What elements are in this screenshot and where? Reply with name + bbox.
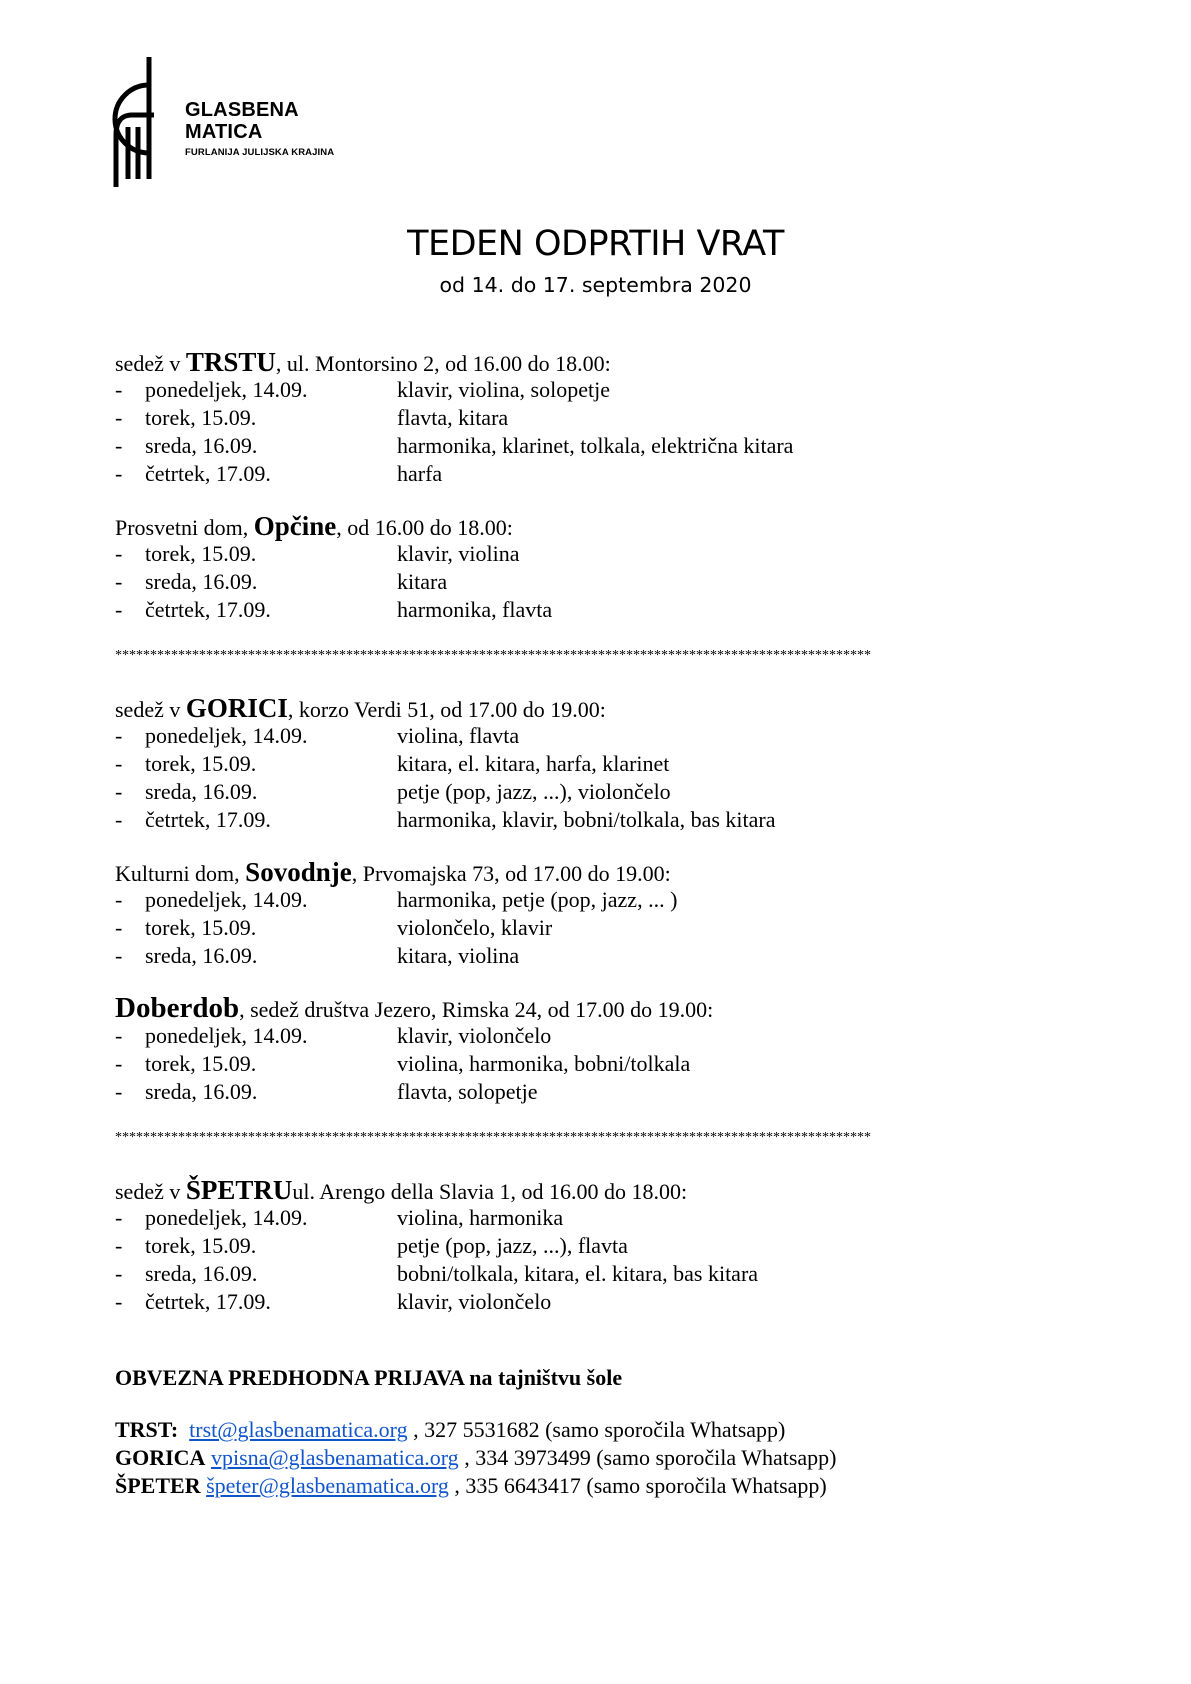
schedule-instruments: harmonika, petje (pop, jazz, ... )	[397, 887, 678, 912]
list-dash: -	[115, 1079, 123, 1104]
email-link[interactable]: vpisna@glasbenamatica.org	[210, 1445, 459, 1470]
heading-place: Opčine	[253, 511, 337, 541]
schedule-list-doberdob	[115, 1022, 1135, 1106]
heading-suffix: , korzo Verdi 51, od 17.00 do 19.00:	[287, 697, 606, 722]
heading-place: TRSTU	[185, 347, 276, 377]
schedule-day: torek, 15.09.	[145, 1233, 257, 1258]
schedule-row	[115, 914, 1135, 942]
schedule-day: torek, 15.09.	[145, 541, 257, 566]
list-dash: -	[115, 1051, 123, 1076]
schedule-content	[115, 348, 1135, 1500]
contact-details: , 335 6643417 (samo sporočila Whatsapp)	[448, 1473, 827, 1498]
schedule-instruments: klavir, violina, solopetje	[397, 377, 610, 402]
schedule-list-sovodnje	[115, 886, 1135, 970]
schedule-row	[115, 942, 1135, 970]
schedule-row	[115, 460, 1135, 488]
email-link[interactable]: špeter@glasbenamatica.org	[206, 1473, 449, 1498]
schedule-instruments: kitara, violina	[397, 943, 520, 968]
list-dash: -	[115, 807, 123, 832]
schedule-instruments: violončelo, klavir	[397, 915, 553, 940]
schedule-row	[115, 596, 1135, 624]
schedule-day: sreda, 16.09.	[145, 779, 258, 804]
section-heading-sovodnje	[115, 858, 1135, 886]
schedule-day: ponedeljek, 14.09.	[145, 887, 308, 912]
glasbena-matica-logo-icon	[84, 55, 184, 195]
list-dash: -	[115, 1233, 123, 1258]
schedule-row	[115, 722, 1135, 750]
list-dash: -	[115, 405, 123, 430]
contact-details: , 327 5531682 (samo sporočila Whatsapp)	[407, 1417, 786, 1442]
schedule-instruments: violina, harmonika	[397, 1205, 564, 1230]
heading-place: GORICI	[185, 693, 288, 723]
schedule-day: četrtek, 17.09.	[145, 807, 271, 832]
registration-heading: OBVEZNA PREDHODNA PRIJAVA na tajništvu šole	[115, 1365, 623, 1390]
list-dash: -	[115, 1023, 123, 1048]
logo-line-2: MATICA	[185, 121, 263, 143]
schedule-day: torek, 15.09.	[145, 1051, 257, 1076]
schedule-row	[115, 432, 1135, 460]
schedule-row	[115, 1204, 1135, 1232]
schedule-day: sreda, 16.09.	[145, 943, 258, 968]
heading-prefix: Kulturni dom,	[115, 861, 240, 886]
section-heading-gorica	[115, 694, 1135, 722]
page-subtitle: od 14. do 17. septembra 2020	[439, 273, 752, 297]
schedule-row	[115, 750, 1135, 778]
schedule-instruments: bobni/tolkala, kitara, el. kitara, bas kitara	[397, 1261, 759, 1286]
heading-suffix: , ul. Montorsino 2, od 16.00 do 18.00:	[275, 351, 611, 376]
list-dash: -	[115, 1289, 123, 1314]
heading-prefix: sedež v	[115, 697, 181, 722]
schedule-instruments: petje (pop, jazz, ...), flavta	[397, 1233, 628, 1258]
heading-prefix: sedež v	[115, 351, 181, 376]
schedule-instruments: harmonika, klavir, bobni/tolkala, bas kitara	[397, 807, 776, 832]
schedule-day: četrtek, 17.09.	[145, 597, 271, 622]
schedule-row	[115, 1260, 1135, 1288]
schedule-row	[115, 568, 1135, 596]
list-dash: -	[115, 433, 123, 458]
list-dash: -	[115, 1261, 123, 1286]
logo-line-1: GLASBENA	[185, 99, 299, 121]
contact-label: TRST:	[115, 1417, 179, 1442]
schedule-day: ponedeljek, 14.09.	[145, 1023, 308, 1048]
schedule-instruments: harmonika, flavta	[397, 597, 553, 622]
heading-suffix: , Prvomajska 73, od 17.00 do 19.00:	[351, 861, 671, 886]
list-dash: -	[115, 569, 123, 594]
heading-suffix: , sedež društva Jezero, Rimska 24, od 17.00 do 19.00:	[239, 997, 714, 1022]
heading-place: Sovodnje	[245, 857, 352, 887]
schedule-instruments: violina, harmonika, bobni/tolkala	[397, 1051, 691, 1076]
schedule-day: sreda, 16.09.	[145, 1079, 258, 1104]
schedule-row	[115, 540, 1135, 568]
schedule-row	[115, 1078, 1135, 1106]
list-dash: -	[115, 887, 123, 912]
schedule-instruments: kitara, el. kitara, harfa, klarinet	[397, 751, 670, 776]
schedule-day: sreda, 16.09.	[145, 433, 258, 458]
list-dash: -	[115, 1205, 123, 1230]
list-dash: -	[115, 377, 123, 402]
section-heading-opcine	[115, 512, 1135, 540]
schedule-day: ponedeljek, 14.09.	[145, 377, 308, 402]
schedule-day: torek, 15.09.	[145, 915, 257, 940]
schedule-instruments: violina, flavta	[397, 723, 520, 748]
schedule-instruments: klavir, violončelo	[397, 1023, 552, 1048]
schedule-row	[115, 1022, 1135, 1050]
separator-stars: ************************************************************************************************************	[115, 648, 871, 663]
schedule-instruments: flavta, solopetje	[397, 1079, 538, 1104]
list-dash: -	[115, 541, 123, 566]
schedule-row	[115, 886, 1135, 914]
schedule-day: četrtek, 17.09.	[145, 461, 271, 486]
schedule-instruments: petje (pop, jazz, ...), violončelo	[397, 779, 671, 804]
schedule-instruments: klavir, violončelo	[397, 1289, 552, 1314]
schedule-day: ponedeljek, 14.09.	[145, 723, 308, 748]
contact-gorica	[115, 1444, 1135, 1472]
schedule-list-opcine	[115, 540, 1135, 624]
section-heading-trst	[115, 348, 1135, 376]
schedule-row	[115, 806, 1135, 834]
contact-details: , 334 3973499 (samo sporočila Whatsapp)	[458, 1445, 837, 1470]
schedule-list-trst	[115, 376, 1135, 488]
list-dash: -	[115, 943, 123, 968]
list-dash: -	[115, 779, 123, 804]
schedule-day: torek, 15.09.	[145, 751, 257, 776]
schedule-instruments: kitara	[397, 569, 448, 594]
page-title: TEDEN ODPRTIH VRAT	[407, 224, 784, 264]
contact-label: ŠPETER	[115, 1473, 201, 1498]
heading-prefix: Prosvetni dom,	[115, 515, 249, 540]
schedule-list-speter	[115, 1204, 1135, 1316]
schedule-day: torek, 15.09.	[145, 405, 257, 430]
schedule-row	[115, 1050, 1135, 1078]
logo-line-3: FURLANIJA JULIJSKA KRAJINA	[185, 147, 335, 158]
schedule-instruments: flavta, kitara	[397, 405, 509, 430]
list-dash: -	[115, 751, 123, 776]
schedule-instruments: harmonika, klarinet, tolkala, električna kitara	[397, 433, 794, 458]
schedule-row	[115, 778, 1135, 806]
schedule-list-gorica	[115, 722, 1135, 834]
list-dash: -	[115, 915, 123, 940]
heading-place: Doberdob	[115, 992, 240, 1024]
heading-place: ŠPETRU	[185, 1175, 293, 1205]
schedule-day: sreda, 16.09.	[145, 569, 258, 594]
schedule-day: četrtek, 17.09.	[145, 1289, 271, 1314]
schedule-row	[115, 376, 1135, 404]
schedule-day: ponedeljek, 14.09.	[145, 1205, 308, 1230]
contact-trst	[115, 1416, 1135, 1444]
contact-speter	[115, 1472, 1135, 1500]
email-link[interactable]: trst@glasbenamatica.org	[189, 1417, 408, 1442]
list-dash: -	[115, 461, 123, 486]
schedule-instruments: harfa	[397, 461, 443, 486]
schedule-instruments: klavir, violina	[397, 541, 520, 566]
list-dash: -	[115, 723, 123, 748]
schedule-row	[115, 404, 1135, 432]
heading-suffix: , od 16.00 do 18.00:	[336, 515, 513, 540]
logo	[84, 55, 374, 195]
section-heading-speter	[115, 1176, 1135, 1204]
contact-label: GORICA	[115, 1445, 206, 1470]
separator-stars: ************************************************************************************************************	[115, 1130, 871, 1145]
schedule-day: sreda, 16.09.	[145, 1261, 258, 1286]
schedule-row	[115, 1288, 1135, 1316]
schedule-row	[115, 1232, 1135, 1260]
list-dash: -	[115, 597, 123, 622]
heading-prefix: sedež v	[115, 1179, 181, 1204]
section-heading-doberdob	[115, 994, 1135, 1022]
heading-suffix: ul. Arengo della Slavia 1, od 16.00 do 18.00:	[292, 1179, 688, 1204]
